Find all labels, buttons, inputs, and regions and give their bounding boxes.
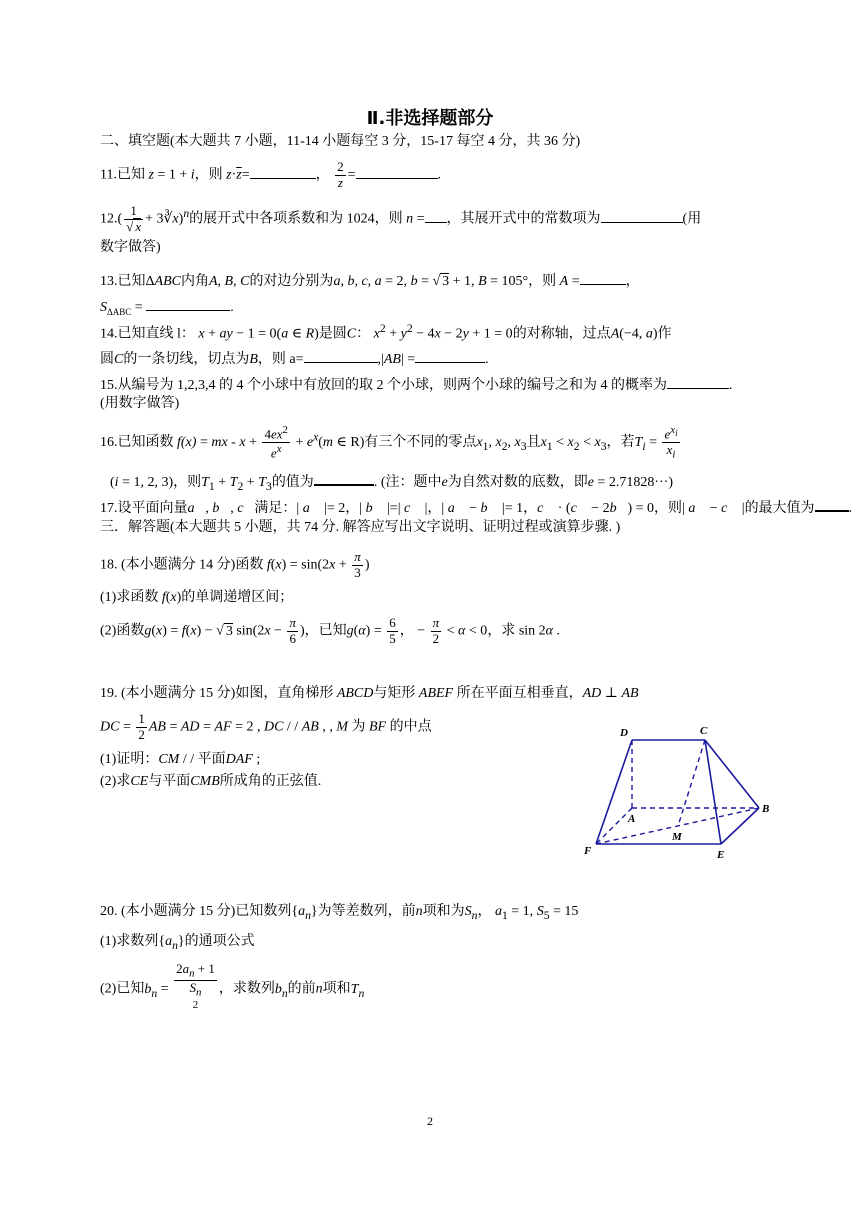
answer-blank[interactable] — [667, 374, 729, 389]
answer-blank[interactable] — [146, 296, 230, 311]
answer-blank[interactable] — [250, 164, 316, 179]
question-19-part1: (1)证明：CM / / 平面DAF ; — [100, 752, 261, 767]
answer-blank[interactable] — [314, 470, 374, 486]
question-16-line2: (i = 1, 2, 3)，则$T_1 + T_2 + T_3$的值为 . (注：题中e为自然对数的底数，即e = 2.71828···) — [110, 470, 673, 494]
answer-blank[interactable] — [304, 348, 378, 363]
question-18-part2: (2)函数g(x) = f(x) − √ 3 sin(2x − $\frac{\pi}{6}$ )，已知g(α) = $\frac{6}{5}$ ， − $\frac{\pi}{2}$ < α < 0，求 sin 2α . — [100, 615, 561, 646]
question-20-part1: (1)求数列$\{a_n\}$的通项公式 — [100, 934, 255, 952]
answer-blank[interactable] — [601, 208, 683, 223]
question-12: 12.( $\frac{1}{√ x}$ + 3∛x)$^n$的展开式中各项系数和为 1024，则 n = ，其展开式中的常数项为 (用 — [100, 203, 702, 234]
figure-label-b: B — [762, 803, 770, 815]
fill-in-header: 二、填空题(本大题共 7 小题，11-14 小题每空 3 分，15-17 每空 4 分，共 36 分) — [100, 134, 581, 149]
figure-label-m: M — [672, 831, 682, 843]
answer-blank[interactable] — [356, 164, 438, 179]
question-13: 13.已知ΔABC内角A, B, C的对边分别为a, b, c, a = 2, b = √ 3 + 1, B = 105°，则 A = ， — [100, 270, 640, 291]
section-title: Ⅱ.非选择题部分 — [366, 108, 494, 129]
answer-header: 三．解答题(本大题共 5 小题，共 74 分. 解答应写出文字说明、证明过程或演算步骤. ) — [100, 520, 621, 535]
answer-blank[interactable] — [425, 208, 447, 223]
figure-label-f: F — [584, 845, 592, 857]
question-12-line2: 数字做答) — [100, 240, 161, 255]
question-17: 17.设平面向量a⃗, b⃗, c⃗满足：| a⃗ |= 2，| b⃗ |=| c⃗ |，| a⃗ − b⃗ |= 1，c⃗ · (c⃗ − 2b⃗) = 0，则| a⃗ − c⃗ |的最大值为 . — [100, 496, 852, 518]
question-15: 15.从编号为 1,2,3,4 的 4 个小球中有放回的取 2 个小球，则两个小球的编号之和为 4 的概率为 . — [100, 374, 733, 395]
question-19-part2: (2)求CE与平面CMB所成角的正弦值. — [100, 774, 322, 789]
question-18-part1: (1)求函数 f(x)的单调递增区间； — [100, 590, 294, 605]
question-20: 20. (本小题满分 15 分)已知数列$\{a_n\}$为等差数列，前n项和为$S_n$， $a_1 = 1$, $S_5 = 15$ — [100, 904, 579, 922]
question-14-line2: 圆C的一条切线，切点为B，则 a= ,|AB| = . — [100, 348, 489, 369]
figure-label-e: E — [717, 849, 725, 861]
figure-label-a: A — [628, 813, 636, 825]
answer-blank[interactable] — [815, 496, 849, 512]
figure-label-d: D — [620, 727, 628, 739]
question-18: 18. (本小题满分 14 分)函数 f(x) = sin(2x + $\frac{\pi}{3}$ ) — [100, 549, 370, 580]
question-15-line2: (用数字做答) — [100, 396, 180, 411]
question-19: 19. (本小题满分 15 分)如图，直角梯形 ABCD与矩形 ABEF 所在平面互相垂直，AD ⊥ AB — [100, 686, 639, 701]
question-16: 16.已知函数 f(x) = mx - x + $\frac{4ex^2}{e^x}$ + $e^x(m$ ∈ R)有三个不同的零点$x_1$, $x_2$, $x_3$且$x_1 < x_2 < x_3$，若$T_i$ = $\frac{e^{x_i}}{x_i}$ — [100, 424, 678, 461]
answer-blank[interactable] — [415, 348, 485, 363]
figure-label-c: C — [700, 725, 708, 737]
question-13-line2: $S_{\Delta ABC}$ = . — [100, 296, 234, 318]
question-14: 14.已知直线 l： x + ay − 1 = 0(a ∈ R)是圆C： $x^2 + y^2 - 4x - 2y + 1 = 0$的对称轴，过点A(−4, a)作 — [100, 322, 672, 342]
answer-blank[interactable] — [580, 270, 626, 285]
page-number: 2 — [427, 1114, 433, 1128]
question-20-part2: (2)已知$b_n$ = $2a_n + 1$ $S_n$ $^2$，求数列$b_n$的前n项和$T_n$ — [100, 961, 365, 1012]
question-11: 11.已知 z = 1 + i，则 $z\cdot\overline{z}=$ ， $\frac{2}{z}$ = . — [100, 159, 442, 190]
geometry-figure — [578, 720, 778, 868]
question-19-line2: DC = $\frac{1}{2}$ AB = AD = AF = 2 , DC / / AB , , M 为 BF 的中点 — [100, 711, 432, 742]
